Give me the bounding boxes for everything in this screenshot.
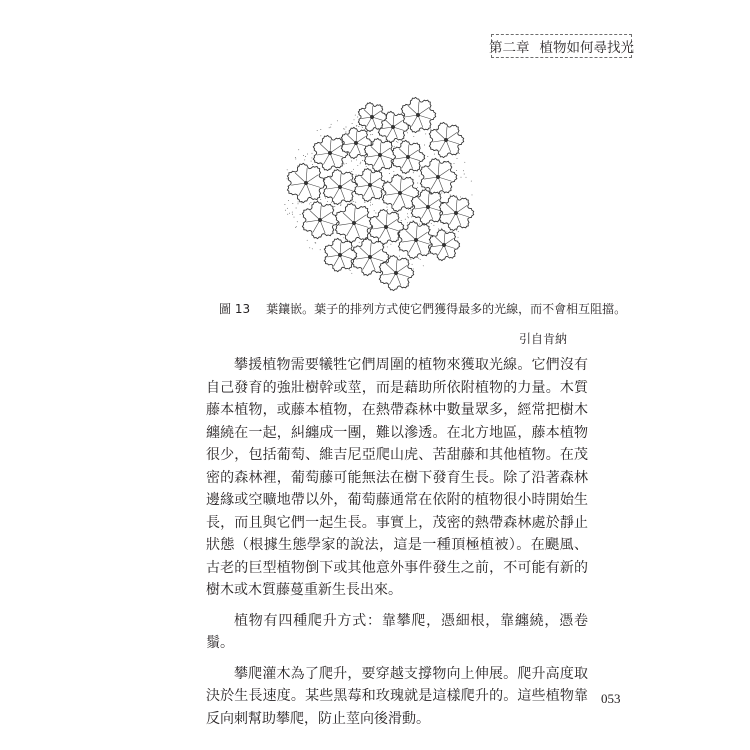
page-number: 053 [601,691,621,706]
leaf-mosaic-drawing [268,95,488,295]
leaf-shape [335,203,373,242]
paragraph: 植物有四種爬升方式：靠攀爬，憑細根，靠纏繞，憑卷鬚。 [206,612,588,651]
leaf-shape [358,103,386,132]
leaf-shape [382,174,418,211]
leaf-shape [302,201,338,238]
figure-caption-text: 葉鑲嵌。葉子的排列方式使它們獲得最多的光線，而不會相互阻擋。 [266,302,627,316]
leaf-shape [287,163,325,202]
leaf-shape [439,195,473,230]
paragraph: 攀爬灌木為了爬升，要穿越支撐物向上伸展。爬升高度取決於生長速度。某些黑莓和玫瑰就是這樣爬升的。這些植物靠反向刺幫助攀爬，防止莖向後滑動。 [206,665,588,727]
leaf-mosaic-illustration [268,95,488,295]
paragraph: 攀援植物需要犧牲它們周圍的植物來獲取光線。它們沒有自己發育的強壯樹幹或莖，而是藉助所依附植物的力量。木質藤本植物，或藤本植物，在熱帶森林中數量眾多，經常把樹木纏繞在一起，糾纏成一團，難以滲透。在北方地區，藤本植物很少，包括葡萄、維吉尼亞爬山虎、苦甜藤和其他植物。在茂密的森林裡，葡萄藤可能無法在樹下發育生長。除了沿著森林邊緣或空曠地帶以外，葡萄藤通常在依附的植物很小時開始生長，而且與它們一起生長。事實上，茂密的熱帶森林處於靜止狀態（根據生態學家的說法，這是一種頂極植被）。在颶風、古老的巨型植物倒下或其他意外事件發生之前，不可能有新的樹木或木質藤蔓重新生長出來。 [206,357,588,598]
body-text [206,354,588,730]
leaf-shape [429,229,459,260]
figure-credit: 引自肯納 [518,332,567,346]
chapter-header [491,34,632,58]
leaf-shape [369,209,403,244]
leaf-shape [323,169,357,204]
leaf-shape [392,140,424,173]
chapter-label: 第二章 [489,40,530,56]
leaf-shape [429,122,463,157]
leaf-shape [324,238,356,271]
leaf-shape [354,168,386,201]
figure-label: 圖 13 [219,302,251,316]
chapter-title: 植物如何尋找光 [539,40,634,56]
figure-caption [219,300,627,317]
